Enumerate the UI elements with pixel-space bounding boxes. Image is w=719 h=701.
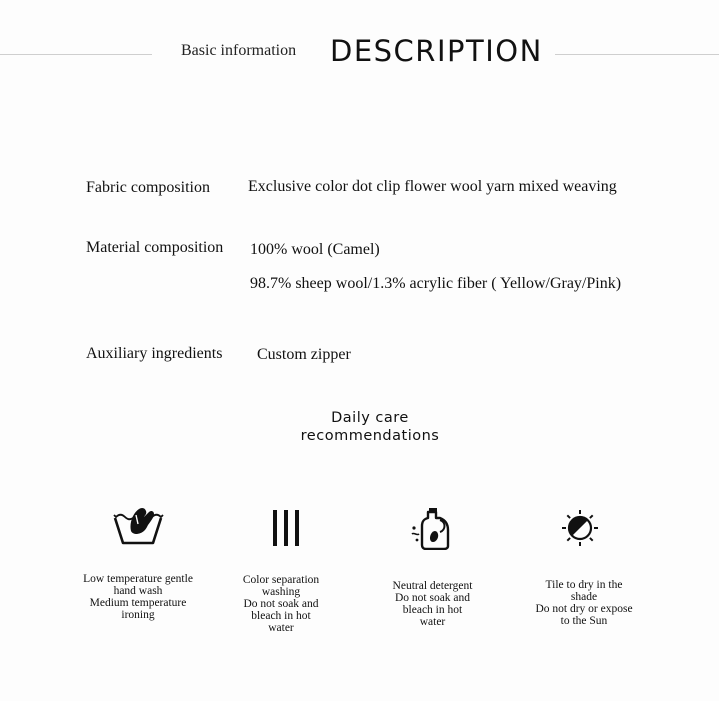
material-composition-value-1: 100% wool (Camel) (250, 241, 380, 258)
material-composition-label: Material composition (86, 239, 224, 256)
caption-line: hand wash (113, 585, 163, 597)
header-rule-left (0, 54, 152, 55)
fabric-composition-label: Fabric composition (86, 179, 210, 196)
caption-line: to the Sun (560, 615, 608, 627)
header-rule-right (555, 54, 719, 55)
shade-dry-caption (520, 579, 648, 627)
care-title-line-2: recommendations (300, 428, 440, 444)
caption-line: Tile to dry in the (545, 579, 623, 591)
caption-line: bleach in hot (251, 610, 311, 622)
auxiliary-ingredients-label: Auxiliary ingredients (86, 345, 223, 362)
separate-wash-icon (271, 509, 301, 552)
auxiliary-ingredients-value: Custom zipper (257, 346, 351, 363)
caption-line: Do not soak and (243, 598, 319, 610)
caption-line: Neutral detergent (392, 580, 473, 592)
hand-wash-caption (68, 573, 208, 621)
caption-line: Do not soak and (394, 592, 471, 604)
hand-wash-icon (111, 505, 165, 552)
page-title: DESCRIPTION (330, 34, 543, 68)
caption-line: shade (570, 591, 598, 603)
separate-wash-caption (226, 574, 336, 634)
caption-line: water (419, 616, 446, 628)
caption-line: washing (261, 586, 301, 598)
caption-line: bleach in hot (402, 604, 463, 616)
caption-line: ironing (121, 609, 155, 621)
basic-information-label: Basic information (181, 42, 297, 59)
caption-line: Do not dry or expose (535, 603, 633, 615)
care-title-line-1: Daily care (331, 410, 409, 426)
fabric-composition-value: Exclusive color dot clip flower wool yarn mixed weaving (248, 178, 617, 195)
detergent-caption (375, 580, 490, 628)
detergent-icon (410, 506, 452, 555)
material-composition-value-2: 98.7% sheep wool/1.3% acrylic fiber ( Yellow/Gray/Pink) (250, 275, 622, 292)
caption-line: Low temperature gentle (83, 573, 193, 585)
caption-line: Medium temperature (89, 597, 187, 609)
care-title (270, 409, 470, 445)
caption-line: water (268, 622, 294, 634)
shade-dry-icon (560, 508, 600, 553)
caption-line: Color separation (242, 574, 320, 586)
